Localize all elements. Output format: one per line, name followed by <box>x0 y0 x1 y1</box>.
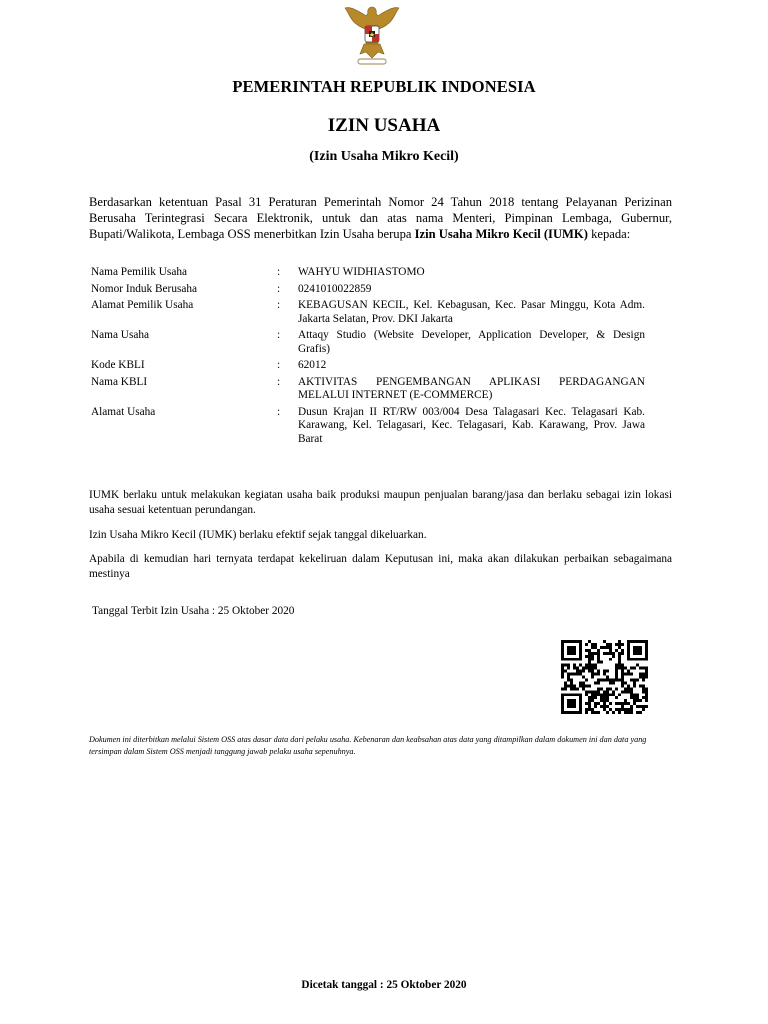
detail-separator: : <box>277 405 281 418</box>
detail-separator: : <box>277 375 281 388</box>
government-heading: PEMERINTAH REPUBLIK INDONESIA <box>232 77 536 96</box>
detail-label: Alamat Pemilik Usaha <box>91 299 194 311</box>
effective-paragraph: Izin Usaha Mikro Kecil (IUMK) berlaku efektif sejak tanggal dikeluarkan. <box>89 529 427 541</box>
detail-label: Kode KBLI <box>91 359 145 371</box>
detail-row-owner-address <box>91 299 645 326</box>
detail-value: AKTIVITAS PENGEMBANGAN APLIKASI PERDAGANGAN MELALUI INTERNET (E-COMMERCE) <box>298 375 645 401</box>
system-disclaimer: Dokumen ini diterbitkan melalui Sistem OSS atas dasar data dari pelaku usaha. Kebenaran dan keabsahan atas data yang ditampilkan dalam dokumen ini dan data yang tersimpan dalam Sistem OSS menjadi tanggung jawab pelaku usaha sepenuhnya. <box>89 735 647 756</box>
detail-value: 62012 <box>298 359 327 371</box>
detail-label: Alamat Usaha <box>91 405 156 418</box>
detail-label: Nama Pemilik Usaha <box>91 266 188 278</box>
detail-row-nib <box>91 283 645 297</box>
detail-row-kbli-code <box>91 359 645 373</box>
intro-text-before: Berdasarkan ketentuan Pasal 31 Peraturan Pemerintah Nomor 24 Tahun 2018 tentang Pelayanan Perizinan Berusaha Terintegrasi Secara Elektronik, untuk dan atas nama Menteri, Pimpinan Lembaga, Gubernur, Bupati/Walikota, Lembaga OSS menerbitkan Izin Usaha berupa <box>89 195 672 241</box>
detail-separator: : <box>277 299 281 311</box>
detail-separator: : <box>277 266 281 278</box>
license-details <box>91 266 645 449</box>
detail-label: Nomor Induk Berusaha <box>91 282 198 295</box>
detail-label: Nama Usaha <box>91 329 150 341</box>
intro-emphasis: Izin Usaha Mikro Kecil (IUMK) <box>414 227 588 241</box>
detail-row-kbli-name <box>91 376 645 403</box>
print-date: Dicetak tanggal : 25 Oktober 2020 <box>301 979 467 991</box>
detail-value: Attaqy Studio (Website Developer, Application Developer, & Design Grafis) <box>298 329 645 355</box>
detail-value: 0241010022859 <box>298 282 372 295</box>
detail-row-owner-name <box>91 266 645 280</box>
detail-value: KEBAGUSAN KECIL, Kel. Kebagusan, Kec. Pasar Minggu, Kota Adm. Jakarta Selatan, Prov. DKI Jakarta <box>298 299 645 325</box>
validity-paragraph: IUMK berlaku untuk melakukan kegiatan usaha baik produksi maupun penjualan barang/jasa dan berlaku sebagai izin lokasi usaha sesuai ketentuan perundangan. <box>89 489 672 516</box>
detail-label: Nama KBLI <box>91 375 148 388</box>
intro-paragraph <box>89 194 672 242</box>
garuda-emblem-icon <box>340 4 404 66</box>
document-subtitle: (Izin Usaha Mikro Kecil) <box>309 149 459 164</box>
detail-value: Dusun Krajan II RT/RW 003/004 Desa Talagasari Kec. Telagasari Kab. Karawang, Kel. Telagasari, Kec. Telagasari, Kab. Karawang, Prov. Jawa Barat <box>298 405 645 445</box>
intro-text-after: kepada: <box>587 227 631 241</box>
qr-code-icon <box>561 640 648 714</box>
correction-paragraph: Apabila di kemudian hari ternyata terdapat kekeliruan dalam Keputusan ini, maka akan dilakukan perbaikan sebagaimana mestinya <box>89 553 672 580</box>
detail-row-business-address <box>91 406 645 447</box>
detail-separator: : <box>277 282 281 295</box>
detail-value: WAHYU WIDHIASTOMO <box>298 266 425 278</box>
detail-row-business-name <box>91 329 645 356</box>
detail-separator: : <box>277 329 281 341</box>
detail-separator: : <box>277 359 281 371</box>
document-title: IZIN USAHA <box>327 115 441 136</box>
issue-date: Tanggal Terbit Izin Usaha : 25 Oktober 2020 <box>92 605 295 617</box>
